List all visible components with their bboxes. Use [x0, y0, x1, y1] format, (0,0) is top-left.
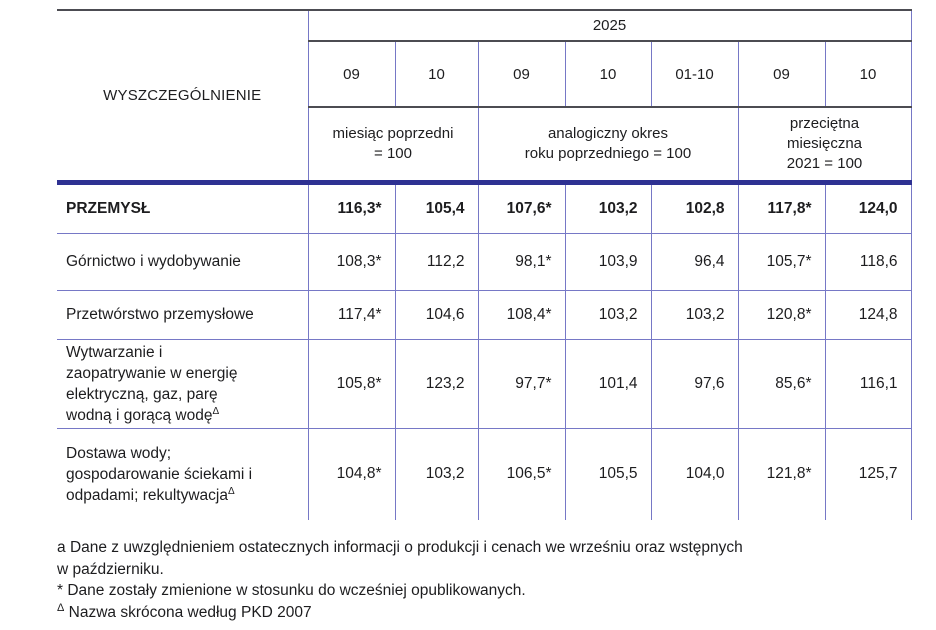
table-row-wytwarzanie — [57, 339, 911, 428]
table-cell: 105,7* — [738, 233, 825, 290]
table-row-dostawa-wody — [57, 428, 911, 520]
table-cell: 104,0 — [651, 428, 738, 520]
table-cell: 85,6* — [738, 339, 825, 428]
table-cell: 101,4 — [565, 339, 651, 428]
table-cell: 103,2 — [395, 428, 478, 520]
table-cell: 117,4* — [308, 290, 395, 339]
table-cell: 102,8 — [651, 182, 738, 233]
group-header-line: roku poprzedniego = 100 — [524, 144, 692, 162]
footnote-text: Nazwa skrócona według PKD 2007 — [68, 603, 312, 621]
table-cell: 103,2 — [565, 290, 651, 339]
table-cell: 105,5 — [565, 428, 651, 520]
table-cell: 97,7* — [478, 339, 565, 428]
table-cell: 104,6 — [395, 290, 478, 339]
row-label: Wytwarzanie i zaopatrywanie w energię elektryczną, gaz, parę wodną i gorącą wodę$^\Delta$ — [57, 339, 308, 428]
footnote-a — [57, 537, 923, 559]
table-cell: 98,1* — [478, 233, 565, 290]
row-label: Górnictwo i wydobywanie — [57, 233, 308, 290]
group-header-line: przeciętna — [789, 114, 860, 132]
footnotes — [57, 537, 923, 623]
table-cell: 117,8* — [738, 182, 825, 233]
group-header-line: miesiąc poprzedni — [332, 124, 454, 142]
table-cell: 116,1 — [825, 339, 911, 428]
table-cell: 107,6* — [478, 182, 565, 233]
table-cell: 96,4 — [651, 233, 738, 290]
footnote-text: Dane zostały zmienione w stosunku do wcześniej opublikowanych. — [67, 582, 526, 599]
table-cell: 97,6 — [651, 339, 738, 428]
group-header-line: 2021 = 100 — [786, 154, 863, 172]
table-cell: 108,3* — [308, 233, 395, 290]
row-label: Dostawa wody; gospodarowanie ściekami i odpadami; rekultywacja$^\Delta$ — [57, 428, 308, 520]
row-label: Przetwórstwo przemysłowe — [57, 290, 308, 339]
table-cell: 116,3* — [308, 182, 395, 233]
column-header-month: 10 — [825, 41, 911, 107]
table-cell: 105,8* — [308, 339, 395, 428]
footnote-marker: * — [57, 582, 64, 599]
table-row-przetworstwo — [57, 290, 911, 339]
table-cell: 104,8* — [308, 428, 395, 520]
table-cell: 103,2 — [565, 182, 651, 233]
column-header-month: 09 — [478, 41, 565, 107]
table-cell: 121,8* — [738, 428, 825, 520]
column-header-month: 09 — [308, 41, 395, 107]
group-header-line: analogiczny okres — [547, 124, 669, 142]
footnote-marker: a — [57, 539, 66, 556]
table-cell: 105,4 — [395, 182, 478, 233]
header-row-year — [57, 10, 911, 41]
column-header-month: 09 — [738, 41, 825, 107]
column-header-period: 01-10 — [651, 41, 738, 107]
table-cell: 108,4* — [478, 290, 565, 339]
table-cell: 124,8 — [825, 290, 911, 339]
column-header-month: 10 — [395, 41, 478, 107]
table-cell: 103,2 — [651, 290, 738, 339]
table-cell: 125,7 — [825, 428, 911, 520]
group-header-same-period-previous-year — [478, 107, 738, 182]
table-cell: 120,8* — [738, 290, 825, 339]
footnote-delta — [57, 602, 923, 624]
column-header-year: 2025 — [308, 10, 911, 41]
table-cell: 112,2 — [395, 233, 478, 290]
group-header-line: miesięczna — [787, 134, 863, 152]
footnote-a-continued — [57, 559, 923, 581]
group-header-line: = 100 — [374, 144, 412, 162]
table-cell: 124,0 — [825, 182, 911, 233]
row-label: PRZEMYSŁ — [57, 182, 308, 233]
footnote-text: w październiku. — [57, 560, 164, 578]
table-cell: 106,5* — [478, 428, 565, 520]
group-header-monthly-average — [738, 107, 911, 182]
table-row-przemysl — [57, 182, 911, 233]
footnote-marker: Δ — [57, 601, 65, 614]
table-cell: 123,2 — [395, 339, 478, 428]
footnote-text: Dane z uwzględnieniem ostatecznych informacji o produkcji i cenach we wrześniu oraz wstępnych — [69, 539, 743, 556]
table-cell: 118,6 — [825, 233, 911, 290]
group-header-previous-month — [308, 107, 478, 182]
table-cell: 103,9 — [565, 233, 651, 290]
table-row-gornictwo — [57, 233, 911, 290]
column-header-month: 10 — [565, 41, 651, 107]
column-header-specification: WYSZCZEGÓLNIENIE — [57, 10, 308, 182]
industry-indices-table — [57, 9, 912, 520]
footnote-asterisk — [57, 580, 923, 602]
